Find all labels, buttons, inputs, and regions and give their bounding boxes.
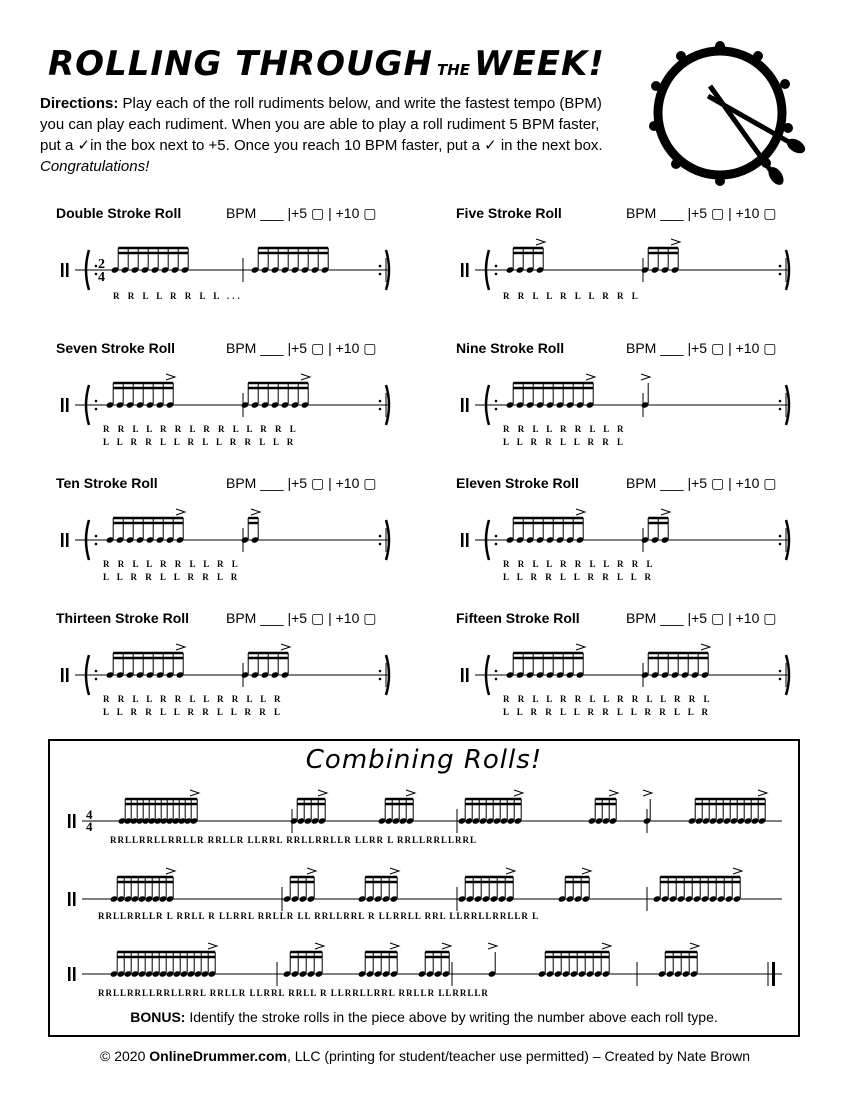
accent-mark: [690, 943, 699, 949]
percussion-clef: [68, 967, 71, 981]
footer-prefix: © 2020: [100, 1048, 150, 1064]
percussion-clef: [461, 533, 464, 547]
rudiment-name: Double Stroke Roll: [56, 205, 182, 221]
repeat-dot: [379, 273, 382, 276]
repeat-dot: [779, 400, 782, 403]
sticking-row: R R L L R R L L R R L: [503, 559, 656, 569]
accent-mark: [576, 509, 585, 515]
percussion-clef: [73, 967, 76, 981]
bpm-checkboxes[interactable]: BPM ___ |+5 ▢ | +10 ▢: [226, 340, 377, 356]
repeat-dot: [95, 400, 98, 403]
repeat-dot: [495, 273, 498, 276]
accent-mark: [318, 790, 327, 796]
percussion-clef: [466, 263, 469, 277]
percussion-clef: [73, 814, 76, 828]
directions-part2: in the box next to +5. Once you reach 10 BPM faster, put a: [90, 137, 485, 154]
accent-mark: [208, 943, 217, 949]
bpm-checkboxes[interactable]: BPM ___ |+5 ▢ | +10 ▢: [626, 610, 777, 626]
accent-mark: [281, 644, 290, 650]
time-signature-bottom: 4: [98, 270, 105, 285]
bonus-text: [50, 1009, 798, 1025]
sticking-row: R R L L R L L R R L: [503, 291, 641, 301]
bpm-checkboxes[interactable]: BPM ___ |+5 ▢ | +10 ▢: [226, 475, 377, 491]
repeat-dot: [379, 535, 382, 538]
percussion-clef: [61, 668, 64, 682]
check-mark-icon: ✓: [77, 137, 91, 154]
percussion-clef: [466, 398, 469, 412]
rudiment-name: Ten Stroke Roll: [56, 475, 158, 491]
sticking-row: L L R R L L R R L L R R L: [103, 707, 284, 717]
percussion-clef: [61, 533, 64, 547]
directions-label: Directions:: [40, 95, 119, 112]
bonus-description: Identify the stroke rolls in the piece above by writing the number above each roll type.: [185, 1009, 718, 1025]
accent-mark: [733, 868, 742, 874]
sticking-row: R R L L R R L L R L: [103, 559, 241, 569]
title-small: THE: [436, 61, 471, 79]
footer: [0, 1048, 850, 1064]
accent-mark: [506, 868, 515, 874]
repeat-dot: [95, 535, 98, 538]
repeat-dot: [779, 678, 782, 681]
repeat-dot: [495, 400, 498, 403]
accent-mark: [442, 943, 451, 949]
repeat-dot: [779, 265, 782, 268]
accent-mark: [586, 374, 595, 380]
sticking-row: RRLLRRLLRRLLR RRLLR LLRRL RRLLRRLLR LLRR L RRLLRRLLRRL: [110, 835, 478, 845]
percussion-clef: [61, 398, 64, 412]
accent-mark: [390, 868, 399, 874]
snare-drum-icon: [648, 38, 808, 188]
rudiment-name: Five Stroke Roll: [456, 205, 562, 221]
accent-mark: [307, 868, 316, 874]
combining-staff: [62, 783, 792, 843]
sticking-row: RRLLRRLLR L RRLL R LLRRL RRLLR LL RRLLRRL R LLRRLL RRL LLRRLLRRLLR L: [98, 911, 540, 921]
time-signature-top: 2: [98, 257, 105, 272]
footer-suffix: , LLC (printing for student/teacher use permitted) – Created by Nate Brown: [286, 1048, 750, 1064]
repeat-dot: [779, 670, 782, 673]
percussion-clef: [466, 668, 469, 682]
repeat-dot: [379, 678, 382, 681]
title-part1: ROLLING THROUGH: [48, 44, 433, 84]
page-title: [48, 44, 605, 84]
accent-mark: [251, 509, 260, 515]
rudiment-name: Eleven Stroke Roll: [456, 475, 579, 491]
repeat-dot: [495, 678, 498, 681]
accent-mark: [488, 943, 497, 949]
accent-mark: [301, 374, 310, 380]
accent-mark: [176, 509, 185, 515]
percussion-clef: [461, 263, 464, 277]
accent-mark: [514, 790, 523, 796]
combining-rolls-box: [48, 739, 800, 1037]
time-signature-top: 4: [86, 807, 93, 822]
rudiment-name: Fifteen Stroke Roll: [456, 610, 580, 626]
accent-mark: [315, 943, 324, 949]
repeat-dot: [95, 543, 98, 546]
combining-staff: [62, 936, 792, 996]
accent-mark: [602, 943, 611, 949]
percussion-clef: [66, 533, 69, 547]
combining-title: Combining Rolls!: [305, 745, 543, 775]
accent-mark: [576, 644, 585, 650]
bpm-checkboxes[interactable]: BPM ___ |+5 ▢ | +10 ▢: [226, 205, 377, 221]
accent-mark: [582, 868, 591, 874]
percussion-clef: [66, 263, 69, 277]
repeat-dot: [779, 543, 782, 546]
accent-mark: [758, 790, 767, 796]
accent-mark: [406, 790, 415, 796]
accent-mark: [643, 790, 652, 796]
directions-part3: in the next box.: [496, 137, 603, 154]
sticking-row: R R L L R R L R R L L R R L: [103, 424, 299, 434]
repeat-dot: [495, 670, 498, 673]
accent-mark: [166, 868, 175, 874]
directions-text: [40, 93, 620, 177]
accent-mark: [166, 374, 175, 380]
accent-mark: [190, 790, 199, 796]
repeat-dot: [379, 265, 382, 268]
repeat-dot: [495, 408, 498, 411]
repeat-dot: [379, 543, 382, 546]
bpm-checkboxes[interactable]: BPM ___ |+5 ▢ | +10 ▢: [626, 475, 777, 491]
repeat-dot: [95, 273, 98, 276]
sticking-row: R R L L R R L L ...: [113, 291, 243, 301]
repeat-dot: [379, 400, 382, 403]
sticking-row: R R L L R R L L R R L L R: [103, 694, 284, 704]
percussion-clef: [68, 814, 71, 828]
percussion-clef: [73, 892, 76, 906]
repeat-dot: [779, 535, 782, 538]
repeat-dot: [379, 670, 382, 673]
directions-part1: Play each of the roll rudiments below, and write the fastest tempo (BPM) you can play each rudiment. When you are able to play a roll rudiment 5 BPM faster, put a: [40, 95, 602, 154]
rudiment-name: Nine Stroke Roll: [456, 340, 565, 356]
sticking-row: L L R R L L R R L R: [103, 572, 241, 582]
directions-closing: Congratulations!: [40, 158, 150, 175]
check-mark-icon: ✓: [484, 137, 497, 154]
accent-mark: [536, 239, 545, 245]
repeat-dot: [779, 273, 782, 276]
accent-mark: [641, 374, 650, 380]
percussion-clef: [66, 668, 69, 682]
sticking-row: R R L L R R L L R R L L R R L: [503, 694, 713, 704]
accent-mark: [609, 790, 618, 796]
sticking-row: L L R R L L R L L R R L L R: [103, 437, 297, 447]
final-bar-line: [772, 962, 775, 986]
sticking-row: L L R R L L R R L L R R L L R: [503, 707, 712, 717]
sticking-row: RRLLRRLLRRLLRRL RRLLR LLRRL RRLL R LLRRLLRRL RRLLR LLRRLLR: [98, 988, 489, 998]
accent-mark: [176, 644, 185, 650]
footer-site: OnlineDrummer.com: [149, 1048, 287, 1064]
repeat-dot: [95, 408, 98, 411]
percussion-clef: [68, 892, 71, 906]
repeat-dot: [779, 408, 782, 411]
accent-mark: [661, 509, 670, 515]
percussion-clef: [66, 398, 69, 412]
sticking-row: L L R R L L R R L L R: [503, 572, 655, 582]
bpm-checkboxes[interactable]: BPM ___ |+5 ▢ | +10 ▢: [626, 205, 777, 221]
bpm-checkboxes[interactable]: BPM ___ |+5 ▢ | +10 ▢: [626, 340, 777, 356]
time-signature-bottom: 4: [86, 819, 93, 834]
percussion-clef: [461, 668, 464, 682]
repeat-dot: [95, 265, 98, 268]
sticking-row: R R L L R R L L R: [503, 424, 627, 434]
percussion-clef: [461, 398, 464, 412]
title-part2: WEEK!: [474, 44, 605, 84]
sticking-row: L L R R L L R R L: [503, 437, 627, 447]
rudiment-name: Thirteen Stroke Roll: [56, 610, 190, 626]
accent-mark: [390, 943, 399, 949]
repeat-dot: [495, 543, 498, 546]
accent-mark: [701, 644, 710, 650]
repeat-dot: [95, 678, 98, 681]
percussion-clef: [61, 263, 64, 277]
repeat-dot: [379, 408, 382, 411]
percussion-clef: [466, 533, 469, 547]
rudiment-name: Seven Stroke Roll: [56, 340, 176, 356]
repeat-dot: [495, 535, 498, 538]
repeat-dot: [495, 265, 498, 268]
bpm-checkboxes[interactable]: BPM ___ |+5 ▢ | +10 ▢: [226, 610, 377, 626]
accent-mark: [671, 239, 680, 245]
bonus-label: BONUS:: [130, 1009, 186, 1025]
repeat-dot: [95, 670, 98, 673]
